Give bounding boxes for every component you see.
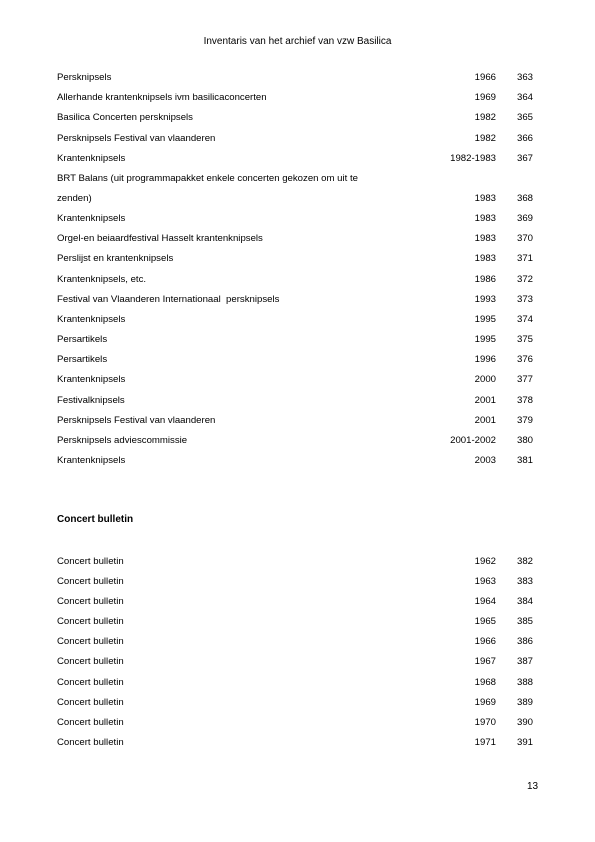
inventory-row — [57, 736, 533, 750]
inventory-row — [57, 454, 533, 468]
row-description: Persknipsels Festival van vlaanderen — [57, 133, 216, 144]
row-number: 389 — [516, 697, 533, 708]
row-number: 375 — [516, 334, 533, 345]
row-description: Concert bulletin — [57, 576, 124, 587]
row-description: Concert bulletin — [57, 717, 124, 728]
row-year: 1968 — [474, 677, 496, 688]
row-description: Concert bulletin — [57, 636, 124, 647]
inventory-row — [57, 555, 533, 569]
row-year: 2000 — [474, 374, 496, 385]
row-number: 390 — [516, 717, 533, 728]
inventory-row — [57, 111, 533, 125]
page-header-title: Inventaris van het archief van vzw Basilica — [203, 36, 392, 47]
row-number: 382 — [516, 556, 533, 567]
row-year: 1966 — [474, 636, 496, 647]
inventory-row — [57, 91, 533, 105]
row-description: Persartikels — [57, 354, 108, 365]
inventory-row — [57, 232, 533, 246]
row-description: Basilica Concerten persknipsels — [57, 112, 193, 123]
row-number: 365 — [516, 112, 533, 123]
row-description: Persknipsels — [57, 72, 112, 83]
row-year: 1982 — [474, 112, 496, 123]
inventory-row — [57, 252, 533, 266]
row-year: 1969 — [474, 92, 496, 103]
row-year: 1995 — [474, 314, 496, 325]
row-number: 370 — [516, 233, 533, 244]
row-year: 1967 — [474, 656, 496, 667]
row-description: Allerhande krantenknipsels ivm basilicaconcerten — [57, 92, 267, 103]
inventory-row — [57, 414, 533, 428]
inventory-row — [57, 152, 533, 166]
row-year: 1995 — [474, 334, 496, 345]
inventory-row — [57, 212, 533, 226]
row-number: 378 — [516, 395, 533, 406]
inventory-row — [57, 716, 533, 730]
row-description: Krantenknipsels — [57, 314, 126, 325]
row-number: 368 — [516, 193, 533, 204]
row-year: 1962 — [474, 556, 496, 567]
row-year: 1983 — [474, 213, 496, 224]
row-description: Concert bulletin — [57, 656, 124, 667]
inventory-row — [57, 353, 533, 367]
row-year: 1986 — [474, 274, 496, 285]
row-year: 2001 — [474, 415, 496, 426]
row-number: 387 — [516, 656, 533, 667]
section-heading: Concert bulletin — [57, 514, 134, 525]
row-number: 386 — [516, 636, 533, 647]
inventory-row — [57, 394, 533, 408]
row-description: Persknipsels Festival van vlaanderen — [57, 415, 216, 426]
inventory-row — [57, 373, 533, 387]
row-year: 1969 — [474, 697, 496, 708]
row-description: Krantenknipsels — [57, 455, 126, 466]
row-number: 364 — [516, 92, 533, 103]
inventory-row — [57, 676, 533, 690]
row-year: 2001-2002 — [450, 435, 496, 446]
row-description: Concert bulletin — [57, 737, 124, 748]
row-description: Festivalknipsels — [57, 395, 125, 406]
inventory-row — [57, 434, 533, 448]
row-description: Concert bulletin — [57, 677, 124, 688]
inventory-row — [57, 71, 533, 85]
row-number: 377 — [516, 374, 533, 385]
inventory-row — [57, 313, 533, 327]
row-number: 367 — [516, 153, 533, 164]
inventory-row — [57, 655, 533, 669]
row-description: zenden) — [57, 193, 92, 204]
row-description: BRT Balans (uit programmapakket enkele concerten gekozen om uit te — [57, 173, 358, 184]
row-description: Concert bulletin — [57, 556, 124, 567]
row-description: Persknipsels adviescommissie — [57, 435, 188, 446]
row-year: 1964 — [474, 596, 496, 607]
row-number: 369 — [516, 213, 533, 224]
row-description: Festival van Vlaanderen Internationaal persknipsels — [57, 294, 280, 305]
inventory-row — [57, 172, 533, 186]
row-description: Concert bulletin — [57, 616, 124, 627]
inventory-row — [57, 192, 533, 206]
row-year: 1983 — [474, 253, 496, 264]
row-year: 1970 — [474, 717, 496, 728]
inventory-row — [57, 333, 533, 347]
row-year: 1966 — [474, 72, 496, 83]
row-number: 374 — [516, 314, 533, 325]
row-description: Krantenknipsels — [57, 153, 126, 164]
row-description: Persartikels — [57, 334, 108, 345]
row-number: 385 — [516, 616, 533, 627]
row-number: 383 — [516, 576, 533, 587]
row-year: 1965 — [474, 616, 496, 627]
row-description: Krantenknipsels, etc. — [57, 274, 147, 285]
row-number: 371 — [516, 253, 533, 264]
page-number: 13 — [527, 781, 539, 792]
row-description: Krantenknipsels — [57, 374, 126, 385]
row-number: 363 — [516, 72, 533, 83]
inventory-row — [57, 635, 533, 649]
row-description: Perslijst en krantenknipsels — [57, 253, 174, 264]
inventory-row — [57, 595, 533, 609]
row-year: 1983 — [474, 233, 496, 244]
row-year: 1996 — [474, 354, 496, 365]
row-year: 2003 — [474, 455, 496, 466]
row-number: 376 — [516, 354, 533, 365]
row-year: 1982 — [474, 133, 496, 144]
inventory-row — [57, 273, 533, 287]
row-number: 379 — [516, 415, 533, 426]
row-number: 391 — [516, 737, 533, 748]
row-year: 1993 — [474, 294, 496, 305]
row-year: 1971 — [474, 737, 496, 748]
inventory-row — [57, 575, 533, 589]
inventory-row — [57, 696, 533, 710]
row-number: 381 — [516, 455, 533, 466]
row-description: Krantenknipsels — [57, 213, 126, 224]
row-description: Concert bulletin — [57, 596, 124, 607]
row-number: 384 — [516, 596, 533, 607]
row-description: Orgel-en beiaardfestival Hasselt krantenknipsels — [57, 233, 263, 244]
row-number: 388 — [516, 677, 533, 688]
row-year: 1963 — [474, 576, 496, 587]
row-number: 373 — [516, 294, 533, 305]
inventory-row — [57, 132, 533, 146]
inventory-row — [57, 615, 533, 629]
row-year: 1982-1983 — [450, 153, 496, 164]
row-year: 1983 — [474, 193, 496, 204]
row-description: Concert bulletin — [57, 697, 124, 708]
row-number: 366 — [516, 133, 533, 144]
row-number: 372 — [516, 274, 533, 285]
inventory-row — [57, 293, 533, 307]
row-number: 380 — [516, 435, 533, 446]
row-year: 2001 — [474, 395, 496, 406]
